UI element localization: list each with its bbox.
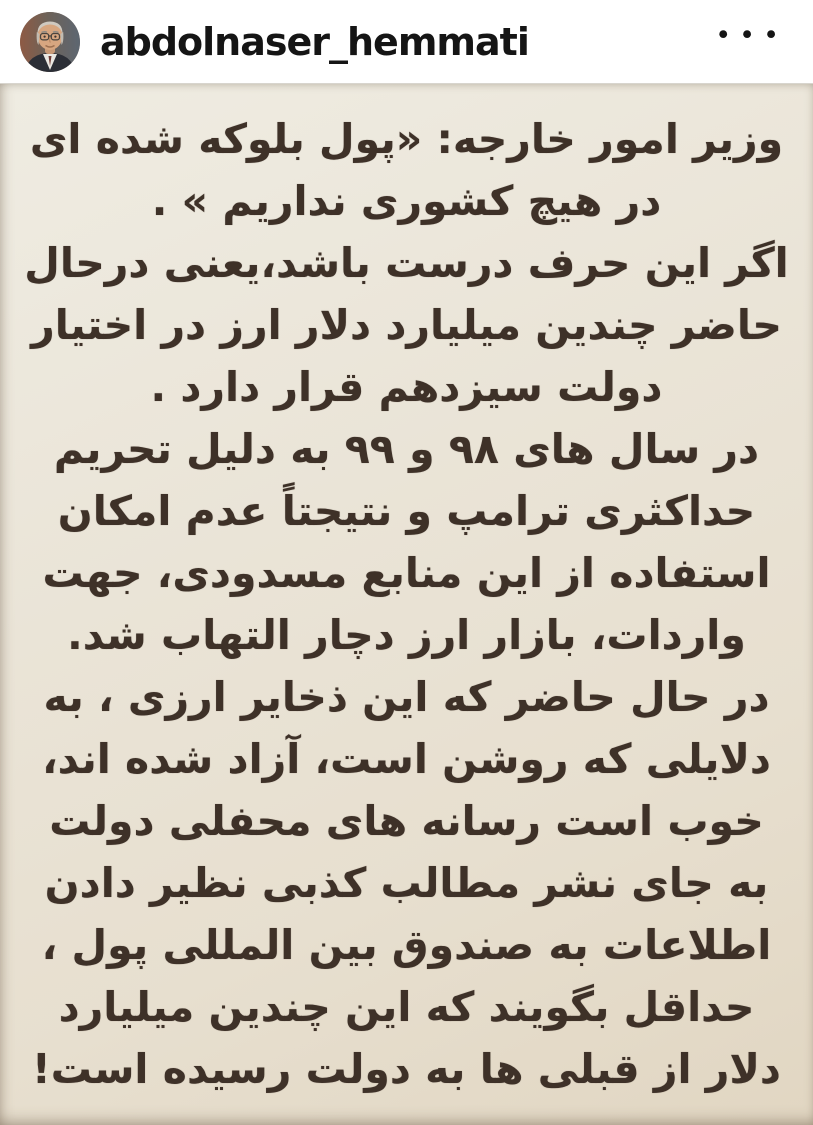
profile-avatar[interactable] <box>20 12 80 72</box>
post-text-line: دولت سیزدهم قرار دارد . <box>150 363 663 411</box>
post-text-line: دلار از قبلی ها به دولت رسیده است! <box>32 1045 781 1093</box>
post-text-line: اطلاعات به صندوق بین المللی پول ، <box>41 921 772 969</box>
more-options-button[interactable] <box>713 20 789 55</box>
post-text-line: حداقل بگویند که این چندین میلیارد <box>58 983 755 1031</box>
post-text <box>0 108 813 1100</box>
post-header <box>0 0 813 84</box>
more-options-icon: ••• <box>715 20 787 51</box>
post-text-line: حاضر چندین میلیارد دلار ارز در اختیار <box>31 301 782 349</box>
post-text-line: به جای نشر مطالب کذبی نظیر دادن <box>44 859 769 907</box>
post-text-line: در سال های ۹۸ و ۹۹ به دلیل تحریم <box>53 425 760 473</box>
post-text-line: در حال حاضر که این ذخایر ارزی ، به <box>43 673 770 721</box>
post-text-line: دلایلی که روشن است، آزاد شده اند، <box>42 735 771 783</box>
post-image[interactable] <box>0 84 813 1125</box>
post-text-line: استفاده از این منابع مسدودی، جهت <box>42 549 771 597</box>
post-text-line: حداکثری ترامپ و نتیجتاً عدم امکان <box>57 487 756 535</box>
post-text-line: در هیچ کشوری نداریم » . <box>151 177 662 225</box>
post-text-line: واردات، بازار ارز دچار التهاب شد. <box>67 611 746 659</box>
profile-photo <box>20 12 80 72</box>
post-text-line: وزیر امور خارجه: «پول بلوکه شده ای <box>29 115 784 163</box>
post-text-line: خوب است رسانه های محفلی دولت <box>49 797 764 845</box>
post-text-line: اگر این حرف درست باشد،یعنی درحال <box>24 239 789 287</box>
username[interactable]: abdolnaser_hemmati <box>100 19 529 64</box>
